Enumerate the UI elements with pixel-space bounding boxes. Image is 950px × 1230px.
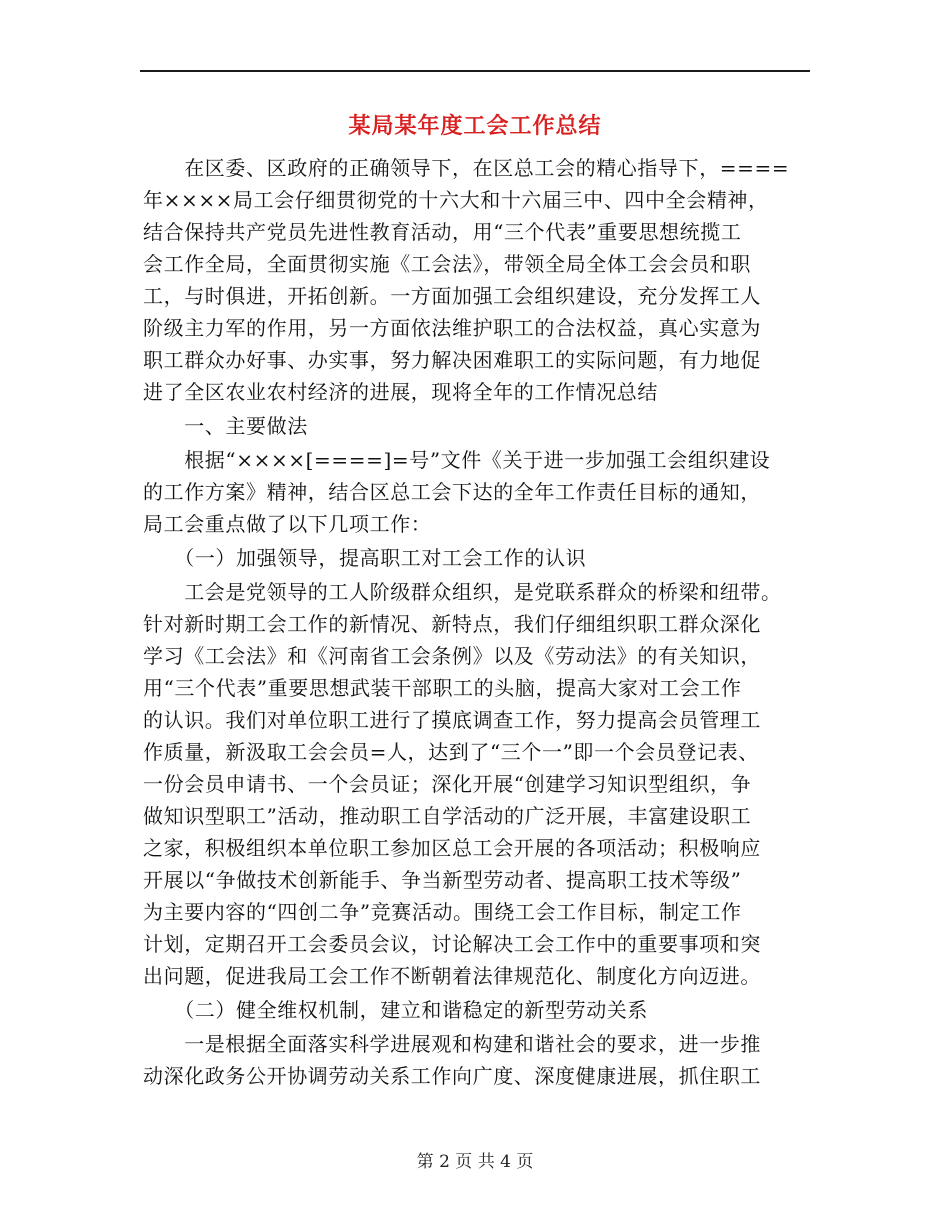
body-line: 的认识。我们对单位职工进行了摸底调查工作，努力提高会员管理工 <box>143 708 761 732</box>
body-line: 工会是党领导的工人阶级群众组织，是党联系群众的桥梁和纽带。 <box>143 580 782 604</box>
body-line: 根据“××××[====]=号”文件《关于进一步加强工会组织建设 <box>143 448 771 472</box>
body-line: 针对新时期工会工作的新情况、新特点，我们仔细组织职工群众深化 <box>143 612 761 636</box>
body-line: 年××××局工会仔细贯彻党的十六大和十六届三中、四中全会精神， <box>143 188 769 212</box>
subsection-heading: （一）加强领导，提高职工对工会工作的认识 <box>143 546 587 570</box>
body-line: 会工作全局，全面贯彻实施《工会法》，带领全局全体工会会员和职 <box>143 252 751 276</box>
body-line: 之家，积极组织本单位职工参加区总工会开展的各项活动；积极响应 <box>143 836 761 860</box>
body-line: 出问题，促进我局工会工作不断朝着法律规范化、制度化方向迈进。 <box>143 964 761 988</box>
page-footer: 第 2 页 共 4 页 <box>416 1152 534 1172</box>
body-line: 一是根据全面落实科学进展观和构建和谐社会的要求，进一步推 <box>143 1032 761 1056</box>
body-line: 在区委、区政府的正确领导下，在区总工会的精心指导下，==== <box>143 156 790 180</box>
body-line: 局工会重点做了以下几项工作： <box>143 512 432 536</box>
body-line: 的工作方案》精神，结合区总工会下达的全年工作责任目标的通知， <box>143 480 761 504</box>
body-line: 结合保持共产党员先进性教育活动，用“三个代表”重要思想统揽工 <box>143 220 742 244</box>
body-line: 阶级主力军的作用，另一方面依法维护职工的合法权益，真心实意为 <box>143 316 761 340</box>
body-line: 用“三个代表”重要思想武装干部职工的头脑，提高大家对工会工作 <box>143 676 742 700</box>
subsection-heading: （二）健全维权机制，建立和谐稳定的新型劳动关系 <box>143 998 648 1022</box>
header-rule <box>140 70 810 72</box>
body-line: 动深化政务公开协调劳动关系工作向广度、深度健康进展，抓住职工 <box>143 1064 761 1088</box>
body-line: 开展以“争做技术创新能手、争当新型劳动者、提高职工技术等级” <box>143 868 742 892</box>
section-heading: 一、主要做法 <box>143 414 308 438</box>
body-line: 工，与时俱进，开拓创新。一方面加强工会组织建设，充分发挥工人 <box>143 284 761 308</box>
body-line: 为主要内容的“四创二争”竞赛活动。围绕工会工作目标，制定工作 <box>143 900 742 924</box>
body-line: 进了全区农业农村经济的进展，现将全年的工作情况总结 <box>143 380 658 404</box>
body-line: 作质量，新汲取工会会员=人，达到了“三个一”即一个会员登记表、 <box>143 740 759 764</box>
body-line: 做知识型职工”活动，推动职工自学活动的广泛开展，丰富建设职工 <box>143 804 752 828</box>
document-title: 某局某年度工会工作总结 <box>348 113 602 139</box>
body-line: 一份会员申请书、一个会员证；深化开展“创建学习知识型组织，争 <box>143 772 752 796</box>
body-line: 职工群众办好事、办实事，努力解决困难职工的实际问题，有力地促 <box>143 348 761 372</box>
body-line: 学习《工会法》和《河南省工会条例》以及《劳动法》的有关知识， <box>143 644 761 668</box>
body-line: 计划，定期召开工会委员会议，讨论解决工会工作中的重要事项和突 <box>143 932 761 956</box>
